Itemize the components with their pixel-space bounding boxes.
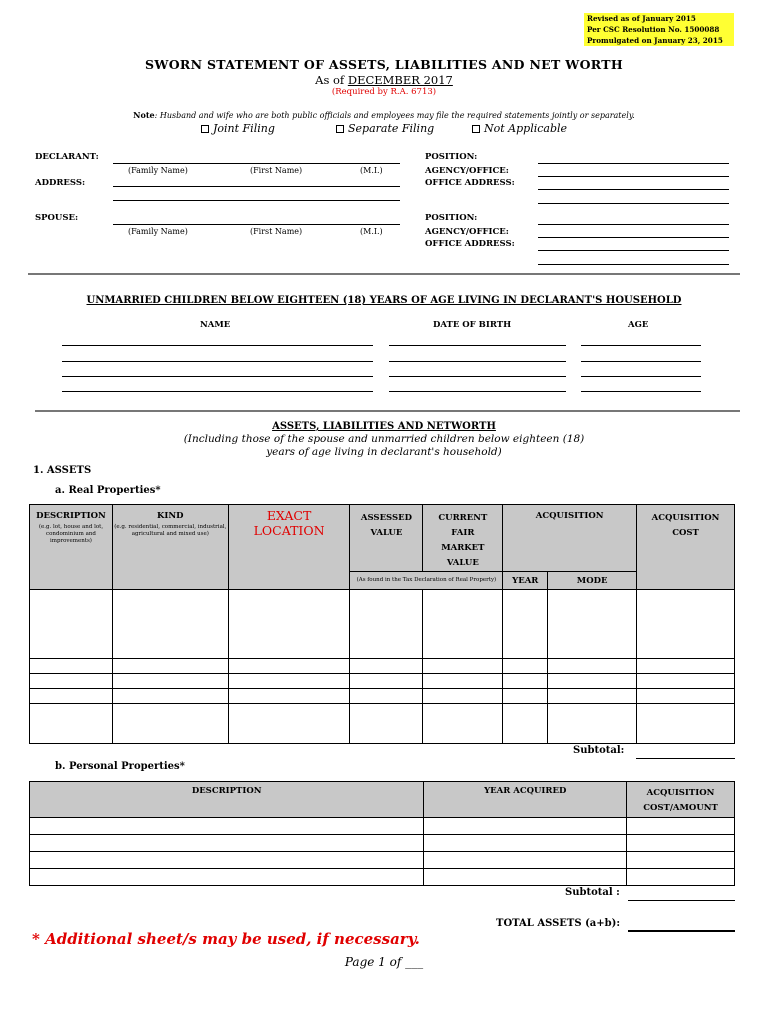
children-heading: UNMARRIED CHILDREN BELOW EIGHTEEN (18) YEARS OF AGE LIVING IN DECLARANT'S HOUSEHOLD (86, 295, 682, 306)
alnw-heading: ASSETS, LIABILITIES AND NETWORTH (272, 421, 496, 432)
declarant-agency-label: AGENCY/OFFICE: (425, 166, 509, 176)
spouse-family-name-caption: (Family Name) (128, 227, 188, 236)
spouse-mi-caption: (M.I.) (360, 227, 383, 236)
section-divider (35, 410, 740, 412)
spouse-label: SPOUSE: (35, 213, 79, 223)
declarant-mi-caption: (M.I.) (360, 166, 383, 175)
spouse-position-field[interactable] (538, 224, 729, 225)
col-kind: KIND (e.g. residential, commercial, industrial, agricultural and mixed use) (112, 505, 228, 590)
spouse-office-address-label: OFFICE ADDRESS: (425, 239, 515, 249)
personal-properties-table (29, 781, 735, 886)
note-text: : Husband and wife who are both public officials and employees may file the required statements jointly or separately. (154, 111, 635, 120)
alnw-sub-1: (Including those of the spouse and unmarried children below eighteen (18) (183, 433, 585, 445)
col-mode: MODE (548, 572, 637, 590)
child-dob-field[interactable] (389, 391, 566, 392)
personal-subtotal-field[interactable] (628, 900, 735, 901)
personal-properties-label: b. Personal Properties* (55, 761, 185, 772)
declarant-office-address-label: OFFICE ADDRESS: (425, 178, 515, 188)
declarant-position-field[interactable] (538, 163, 729, 164)
as-of-date: DECEMBER 2017 (347, 73, 453, 87)
spouse-name-field[interactable] (113, 224, 400, 225)
revision-note (584, 13, 734, 46)
real-subtotal-label: Subtotal: (573, 745, 625, 756)
col-year-acquired: YEAR ACQUIRED (424, 782, 627, 818)
checkbox-icon[interactable] (336, 125, 344, 133)
col-acquisition: ACQUISITION (503, 505, 637, 572)
alnw-sub-2: years of age living in declarant's household) (266, 446, 502, 458)
address-label: ADDRESS: (35, 178, 86, 188)
col-acquisition-cost: ACQUISITION COST (637, 505, 735, 590)
as-of-prefix: As of (315, 73, 345, 87)
total-assets-field[interactable] (628, 930, 735, 932)
children-col-dob: DATE OF BIRTH (433, 320, 512, 330)
child-age-field[interactable] (581, 376, 701, 377)
declarant-office-address-field-2[interactable] (538, 203, 729, 204)
checkbox-icon[interactable] (201, 125, 209, 133)
revision-line-2: Per CSC Resolution No. 1500088 (587, 25, 720, 34)
declarant-position-label: POSITION: (425, 152, 478, 162)
child-dob-field[interactable] (389, 345, 566, 346)
declarant-office-address-field-1[interactable] (538, 189, 729, 190)
child-name-field[interactable] (62, 376, 373, 377)
col-acquisition-cost: ACQUISITION COST/AMOUNT (627, 782, 735, 818)
col-year: YEAR (503, 572, 548, 590)
real-properties-table (29, 504, 735, 744)
real-properties-label: a. Real Properties* (55, 485, 161, 496)
child-name-field[interactable] (62, 345, 373, 346)
spouse-position-label: POSITION: (425, 213, 478, 223)
col-exact-location: EXACT LOCATION (228, 505, 350, 590)
option-separate-filing[interactable]: Separate Filing (336, 122, 434, 135)
declarant-name-field[interactable] (113, 163, 400, 164)
declarant-family-name-caption: (Family Name) (128, 166, 188, 175)
revision-line-1: Revised as of January 2015 (587, 14, 696, 23)
child-name-field[interactable] (62, 391, 373, 392)
declarant-agency-field[interactable] (538, 176, 729, 177)
col-current-fmv: CURRENT FAIR MARKET VALUE (423, 505, 503, 572)
personal-subtotal-label: Subtotal : (565, 887, 620, 898)
col-description: DESCRIPTION (30, 782, 424, 818)
spouse-agency-field[interactable] (538, 237, 729, 238)
table-row[interactable] (30, 674, 735, 689)
child-dob-field[interactable] (389, 361, 566, 362)
option-not-applicable[interactable]: Not Applicable (472, 122, 567, 135)
total-assets-label: TOTAL ASSETS (a+b): (496, 918, 621, 929)
option-joint-filing[interactable]: Joint Filing (201, 122, 275, 135)
declarant-label: DECLARANT: (35, 152, 99, 162)
spouse-first-name-caption: (First Name) (250, 227, 303, 236)
children-col-name: NAME (200, 320, 231, 330)
child-dob-field[interactable] (389, 376, 566, 377)
assets-label: 1. ASSETS (33, 465, 92, 476)
table-row[interactable] (30, 704, 735, 744)
page-title: SWORN STATEMENT OF ASSETS, LIABILITIES AND NET WORTH (145, 57, 623, 72)
table-row[interactable] (30, 835, 735, 852)
table-row[interactable] (30, 689, 735, 704)
col-description: DESCRIPTION (e.g. lot, house and lot, condominium and improvements) (30, 505, 113, 590)
table-row[interactable] (30, 852, 735, 869)
spouse-office-address-field-2[interactable] (538, 264, 729, 265)
as-of-line (0, 73, 768, 87)
address-field-1[interactable] (113, 186, 400, 187)
page-number: Page 1 of ___ (344, 955, 424, 969)
child-age-field[interactable] (581, 391, 701, 392)
children-col-age: AGE (628, 320, 649, 330)
table-row[interactable] (30, 590, 735, 659)
table-row[interactable] (30, 818, 735, 835)
table-row[interactable] (30, 869, 735, 886)
additional-sheets-note: * Additional sheet/s may be used, if necessary. (32, 930, 420, 948)
section-divider (28, 273, 740, 275)
tax-declaration-note: (As found in the Tax Declaration of Real Property) (350, 572, 503, 590)
spouse-office-address-field-1[interactable] (538, 250, 729, 251)
child-age-field[interactable] (581, 345, 701, 346)
revision-line-3: Promulgated on January 23, 2015 (587, 36, 723, 45)
child-age-field[interactable] (581, 361, 701, 362)
real-subtotal-field[interactable] (636, 758, 735, 759)
table-row[interactable] (30, 659, 735, 674)
address-field-2[interactable] (113, 200, 400, 201)
required-by: (Required by R.A. 6713) (331, 87, 437, 97)
col-assessed-value: ASSESSED VALUE (350, 505, 423, 572)
note-line (0, 110, 768, 120)
child-name-field[interactable] (62, 361, 373, 362)
spouse-agency-label: AGENCY/OFFICE: (425, 227, 509, 237)
note-label: Note (133, 110, 155, 120)
checkbox-icon[interactable] (472, 125, 480, 133)
declarant-first-name-caption: (First Name) (250, 166, 303, 175)
